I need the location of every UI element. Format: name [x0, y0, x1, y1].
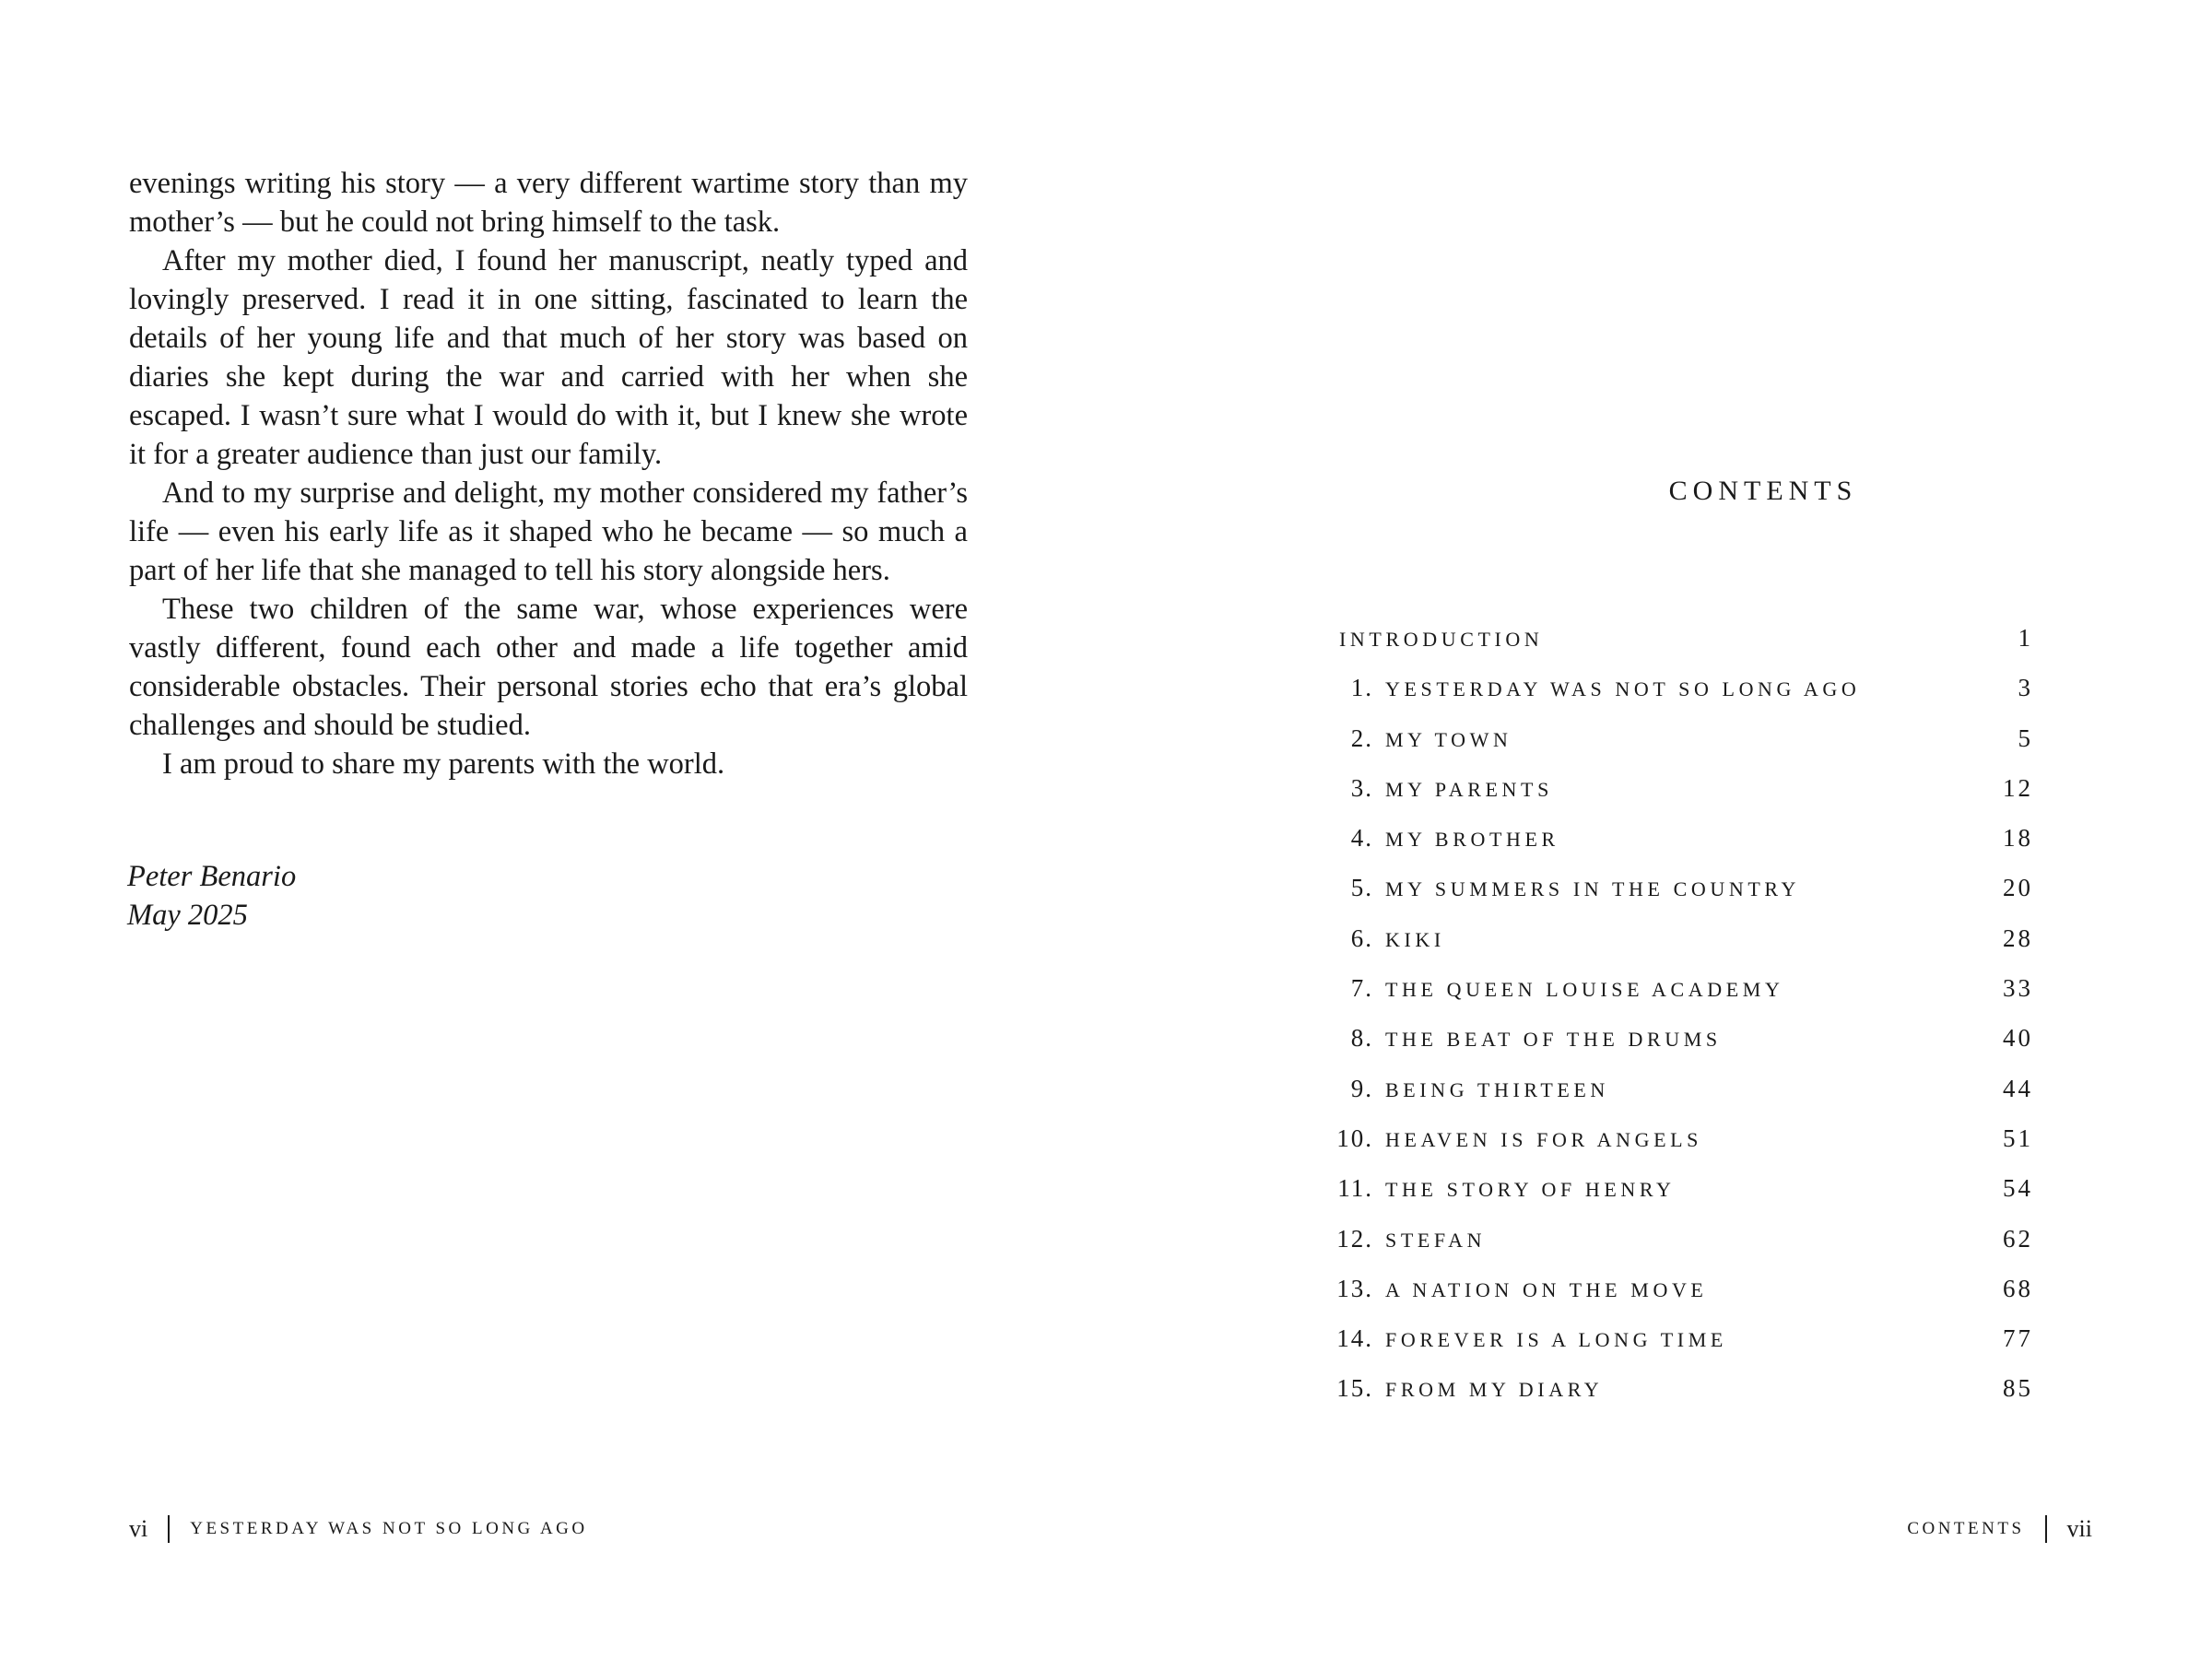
toc-entry-page: 12	[2003, 773, 2033, 802]
toc-entry-number: 9.	[1350, 1074, 1373, 1102]
toc-entry-page: 85	[2003, 1374, 2033, 1403]
toc-entry-page: 44	[2003, 1074, 2033, 1102]
toc-entry-number: 7.	[1350, 974, 1373, 1003]
paragraph: These two children of the same war, whose experiences were vastly different, found each other and made a life together amid considerable obstacles. Their personal stories echo that era’s global challenges and should be studied.	[129, 593, 968, 742]
toc-entry-title: BEING THIRTEEN	[1385, 1077, 1609, 1101]
paragraph: After my mother died, I found her manuscript, neatly typed and lovingly preserved. I read it in one sitting, fascinated to learn the details of her young life and that much of her story was based on diaries she kept during the war and carried with her when she escaped. I wasn’t sure what I would do with it, but I knew she wrote it for a greater audience than just our family.	[129, 244, 968, 471]
toc-entry	[1324, 1371, 2039, 1420]
footer-divider	[2045, 1515, 2047, 1543]
toc-entry-number: 14.	[1336, 1324, 1373, 1353]
toc-entry-page: 54	[2003, 1174, 2033, 1203]
toc-entry-title: FROM MY DIARY	[1385, 1378, 1604, 1402]
toc-entry-title: MY PARENTS	[1385, 777, 1553, 801]
toc-entry-page: 77	[2003, 1324, 2033, 1353]
toc-entry-page: 5	[2018, 724, 2033, 752]
toc-entry	[1324, 1121, 2039, 1171]
toc-entry	[1324, 1271, 2039, 1321]
toc-entry	[1324, 670, 2039, 720]
signature-date: May 2025	[127, 899, 248, 932]
toc-entry-number: 12.	[1336, 1224, 1373, 1253]
toc-entry-number: 11.	[1337, 1174, 1373, 1203]
left-footer	[129, 1515, 588, 1543]
signature-name: Peter Benario	[127, 860, 297, 893]
toc-entry-title: THE QUEEN LOUISE ACADEMY	[1385, 978, 1784, 1002]
toc-entry-title: THE STORY OF HENRY	[1385, 1178, 1676, 1202]
toc-entry	[1324, 620, 2039, 670]
toc-entry-number: 2.	[1350, 724, 1373, 752]
toc-entry-number: 13.	[1336, 1274, 1373, 1302]
right-page-number: vii	[2066, 1515, 2092, 1542]
toc-entry-page: 28	[2003, 924, 2033, 952]
toc-entry-title: MY TOWN	[1385, 727, 1512, 751]
left-page-number: vi	[129, 1515, 148, 1542]
toc-entry	[1324, 921, 2039, 971]
toc-entry-title: MY BROTHER	[1385, 828, 1559, 852]
toc-entry-number: 15.	[1336, 1374, 1373, 1403]
toc-entry-title: HEAVEN IS FOR ANGELS	[1385, 1127, 1703, 1151]
paragraph: And to my surprise and delight, my mother considered my father’s life — even his early life as it shaped who he became — so much a part of her life that she managed to tell his story alongside hers.	[129, 477, 968, 587]
table-of-contents	[1324, 620, 2039, 1421]
toc-entry	[1324, 870, 2039, 920]
toc-entry	[1324, 721, 2039, 771]
toc-entry-number: 5.	[1350, 874, 1373, 902]
footer-divider	[168, 1515, 170, 1543]
toc-entry-title: FOREVER IS A LONG TIME	[1385, 1328, 1727, 1352]
toc-entry-title: YESTERDAY WAS NOT SO LONG AGO	[1385, 677, 1861, 701]
right-footer	[1907, 1515, 2092, 1543]
toc-entry	[1324, 1171, 2039, 1220]
paragraph: evenings writing his story — a very different wartime story than my mother’s — but he could not bring himself to the task.	[129, 167, 968, 239]
toc-entry-number: 10.	[1336, 1124, 1373, 1152]
toc-entry	[1324, 1020, 2039, 1070]
toc-entry-page: 1	[2018, 624, 2033, 652]
contents-title: CONTENTS	[1668, 476, 1858, 506]
toc-entry	[1324, 971, 2039, 1020]
toc-entry-title: STEFAN	[1385, 1228, 1487, 1252]
toc-entry-page: 40	[2003, 1024, 2033, 1053]
toc-entry-title: MY SUMMERS IN THE COUNTRY	[1385, 877, 1800, 901]
body-text	[129, 164, 968, 783]
toc-entry-number: 4.	[1350, 824, 1373, 853]
signature	[127, 857, 296, 935]
toc-entry-number: 3.	[1350, 773, 1373, 802]
right-running-title: CONTENTS	[1907, 1519, 2025, 1538]
toc-entry	[1324, 1071, 2039, 1121]
toc-entry-page: 3	[2018, 674, 2033, 702]
toc-entry-page: 51	[2003, 1124, 2033, 1152]
toc-entry-page: 18	[2003, 824, 2033, 853]
right-page	[1106, 0, 2212, 1659]
toc-entry	[1324, 1321, 2039, 1371]
left-running-title: YESTERDAY WAS NOT SO LONG AGO	[190, 1519, 588, 1538]
toc-entry	[1324, 771, 2039, 820]
toc-entry-number: 6.	[1350, 924, 1373, 952]
paragraph: I am proud to share my parents with the world.	[162, 747, 725, 781]
toc-entry-number: 8.	[1350, 1024, 1373, 1053]
toc-entry-title: THE BEAT OF THE DRUMS	[1385, 1028, 1722, 1052]
toc-entry-page: 62	[2003, 1224, 2033, 1253]
toc-entry-page: 20	[2003, 874, 2033, 902]
toc-entry-page: 33	[2003, 974, 2033, 1003]
toc-entry-page: 68	[2003, 1274, 2033, 1302]
toc-entry-title: INTRODUCTION	[1339, 628, 1544, 651]
toc-entry-title: KIKI	[1385, 927, 1445, 951]
toc-entry-title: A NATION ON THE MOVE	[1385, 1277, 1708, 1301]
toc-entry-number: 1.	[1350, 674, 1373, 702]
toc-entry	[1324, 1221, 2039, 1271]
toc-entry	[1324, 820, 2039, 870]
